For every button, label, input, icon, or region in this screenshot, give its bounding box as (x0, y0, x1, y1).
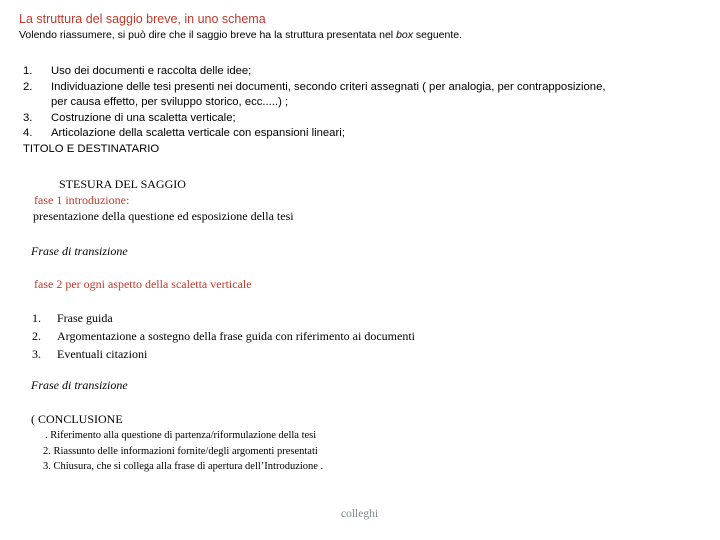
intro-text (19, 29, 462, 41)
step-item (23, 64, 606, 80)
step-item (23, 111, 606, 127)
phase2-number: 2. (32, 329, 41, 343)
phase2-list (32, 311, 415, 365)
step-item (23, 80, 606, 96)
conclusion-item: . Riferimento alla questione di partenza/riformulazione della tesi (45, 430, 317, 441)
step-item-title (23, 142, 606, 158)
conclusion-heading: ( CONCLUSIONE (31, 412, 123, 426)
transition-1: Frase di transizione (31, 244, 128, 258)
intro-box-word: box (396, 29, 413, 41)
phase2-item (32, 311, 415, 329)
step-text: Individuazione delle tesi presenti nei documenti, secondo criteri assegnati ( per analogia, per contrapposizione, (51, 80, 606, 93)
intro-pre: Volendo riassumere, si può dire che il saggio breve ha la struttura presentata nel (19, 29, 397, 41)
steps-list (23, 64, 606, 157)
phase1-label: fase 1 introduzione: (34, 193, 130, 207)
conclusion-item: 2. Riassunto delle informazioni fornite/degli argomenti presentati (43, 446, 318, 457)
phase2-number: 3. (32, 347, 41, 361)
phase2-label: fase 2 per ogni aspetto della scaletta verticale (34, 277, 252, 291)
step-text: per causa effetto, per sviluppo storico, ecc.....) ; (51, 96, 289, 108)
transition-2: Frase di transizione (31, 378, 128, 392)
essay-heading: STESURA DEL SAGGIO (59, 177, 186, 191)
phase2-number: 1. (32, 311, 41, 325)
step-number: 4. (23, 127, 33, 139)
phase2-text: Eventuali citazioni (57, 347, 148, 361)
conclusion-item: 3. Chiusura, che si collega alla frase di apertura dell’Introduzione . (43, 461, 324, 472)
phase1-text: presentazione della questione ed esposizione della tesi (33, 209, 294, 223)
page-title: La struttura del saggio breve, in uno schema (19, 12, 266, 26)
step-item (23, 126, 606, 142)
phase2-item (32, 347, 415, 365)
phase2-item (32, 329, 415, 347)
step-text: Articolazione della scaletta verticale con espansioni lineari; (51, 127, 345, 139)
phase2-text: Argomentazione a sostegno della frase guida con riferimento ai documenti (57, 329, 415, 343)
step-number: 2. (23, 80, 33, 93)
intro-post: seguente. (413, 29, 463, 41)
step-text: Costruzione di una scaletta verticale; (51, 111, 236, 124)
step-text: TITOLO E DESTINATARIO (23, 142, 160, 155)
step-number: 1. (23, 65, 33, 77)
footer-text: colleghi (341, 508, 379, 520)
phase2-text: Frase guida (57, 311, 113, 325)
step-text: Uso dei documenti e raccolta delle idee; (51, 65, 252, 77)
step-item-continuation (23, 95, 606, 111)
step-number: 3. (23, 111, 33, 124)
